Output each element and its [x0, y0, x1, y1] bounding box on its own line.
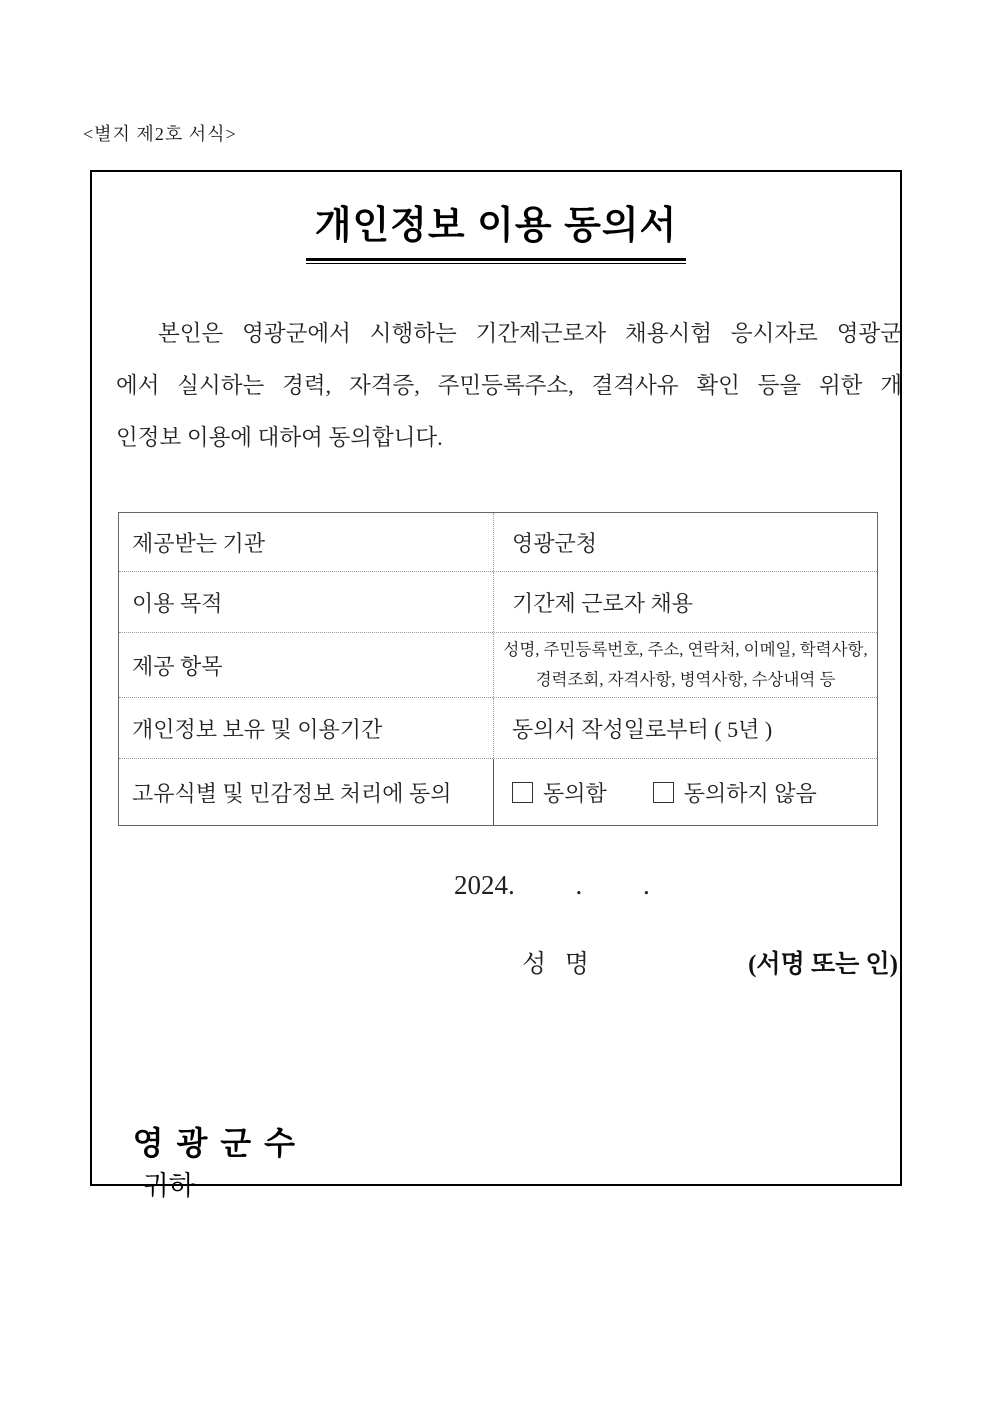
- disagree-checkbox[interactable]: [653, 782, 674, 803]
- agree-label: 동의함: [543, 780, 607, 806]
- row-value: 동의서 작성일로부터 ( 5년 ): [493, 698, 877, 758]
- row-value: [493, 633, 877, 697]
- consent-statement: [116, 308, 902, 464]
- signature-seal-label: (서명 또는 인): [748, 951, 898, 978]
- table-row-retention-period: [119, 697, 877, 758]
- recipient-suffix: 귀하: [142, 1171, 195, 1201]
- consent-option-agree: [512, 777, 607, 808]
- form-number-label: <별지 제2호 서식>: [83, 124, 237, 144]
- row-value: 기간제 근로자 채용: [493, 572, 877, 632]
- consent-option-disagree: [653, 777, 817, 808]
- provided-items-line: 경력조회, 자격사항, 병역사항, 수상내역 등: [535, 670, 836, 689]
- table-row-provided-items: [119, 632, 877, 697]
- consent-options: [493, 759, 877, 825]
- statement-line: 본인은 영광군에서 시행하는 기간제근로자 채용시험 응시자로 영광군: [158, 321, 902, 346]
- signature-row: [92, 944, 900, 980]
- statement-line: 에서 실시하는 경력, 자격증, 주민등록주소, 결격사유 확인 등을 위한 개: [116, 373, 902, 398]
- row-label: 제공 항목: [132, 653, 223, 679]
- agree-checkbox[interactable]: [512, 782, 533, 803]
- recipient-title: 영 광 군 수: [132, 1125, 297, 1161]
- document-title: 개인정보 이용 동의서: [314, 205, 678, 247]
- table-row-receiving-agency: [119, 513, 877, 571]
- document-border-box: [90, 170, 902, 1201]
- row-label: 이용 목적: [132, 590, 223, 616]
- statement-line: 인정보 이용에 대하여 동의합니다.: [116, 425, 443, 450]
- table-row-purpose: [119, 571, 877, 632]
- provided-items-line: 성명, 주민등록번호, 주소, 연락처, 이메일, 학력사항,: [503, 640, 868, 659]
- signature-name-label: 성 명: [522, 951, 590, 978]
- disagree-label: 동의하지 않음: [683, 780, 817, 806]
- row-label: 고유식별 및 민감정보 처리에 동의: [132, 780, 452, 806]
- date-line: 2024. . .: [454, 870, 650, 900]
- row-label: 제공받는 기관: [132, 530, 266, 556]
- personal-info-table: [118, 512, 878, 826]
- title-underline: [306, 258, 686, 264]
- table-row-sensitive-consent: [119, 758, 877, 825]
- recipient-line: [106, 1100, 297, 1221]
- row-label: 개인정보 보유 및 이용기간: [132, 716, 383, 742]
- row-value: 영광군청: [493, 513, 877, 571]
